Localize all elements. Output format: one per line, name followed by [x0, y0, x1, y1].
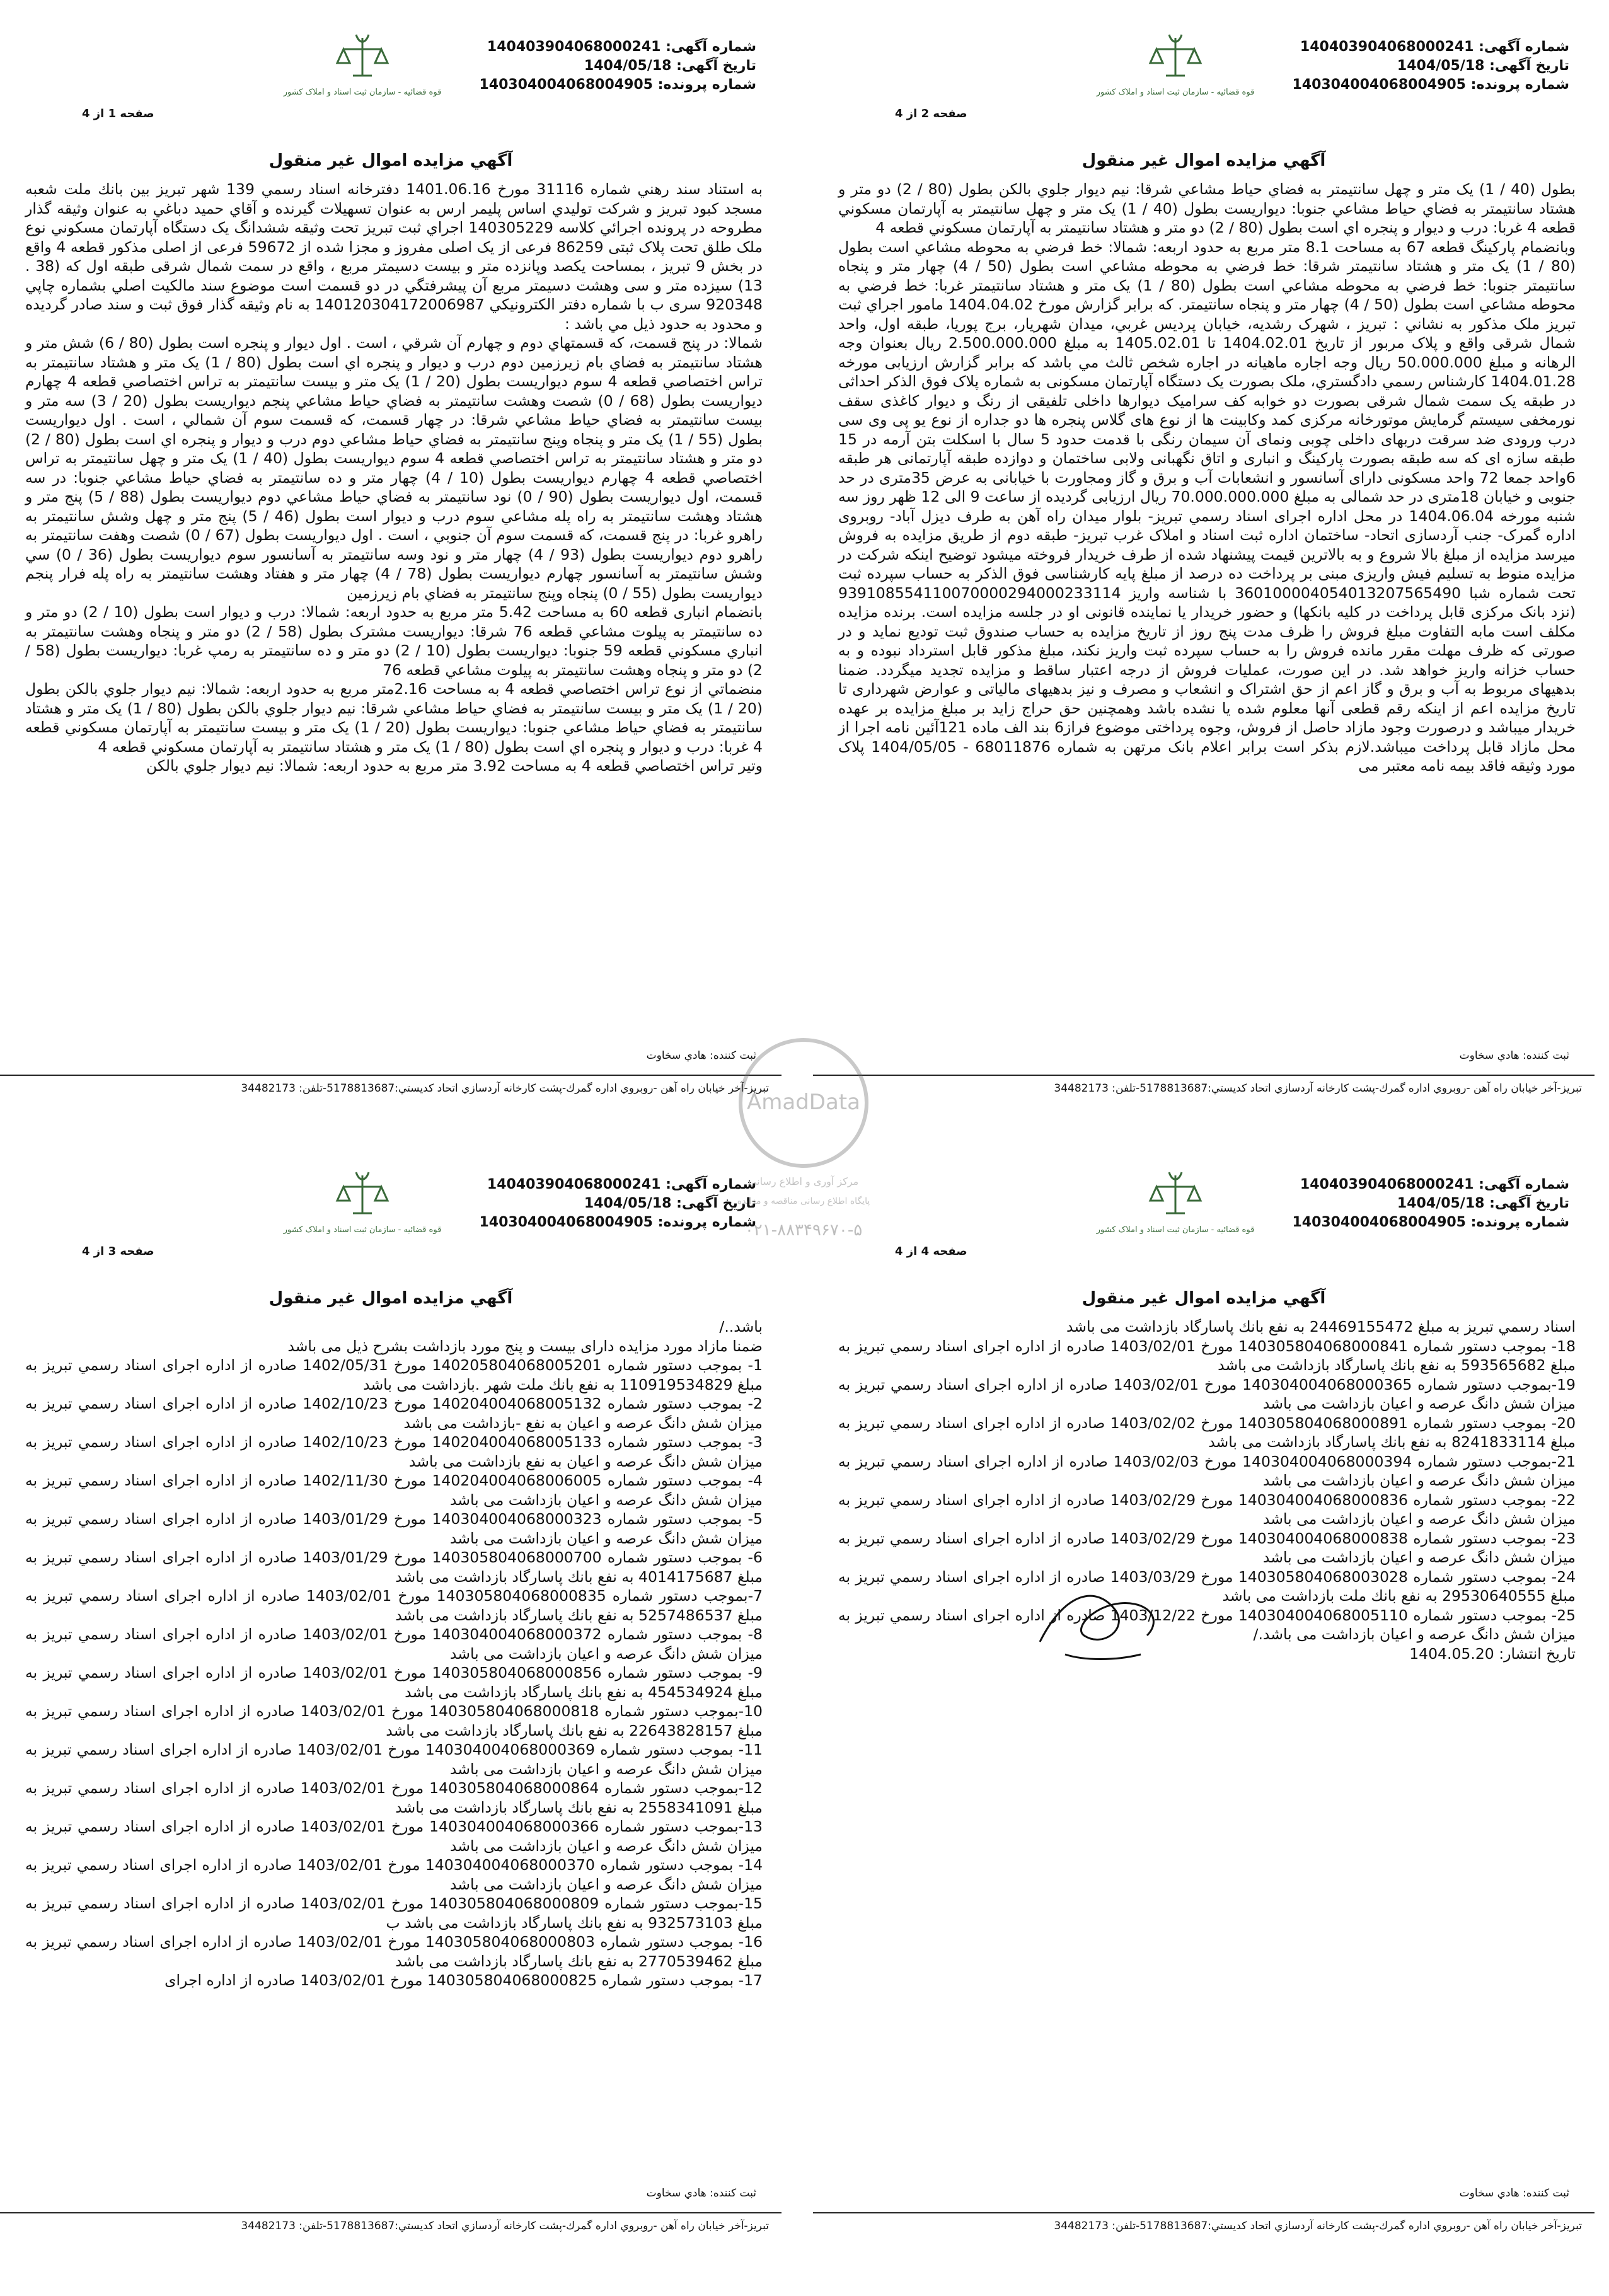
page-number: صفحه 4 از 4 [895, 1245, 967, 1258]
registrar-label: ثبت كننده: [710, 2187, 756, 2200]
judiciary-emblem-icon [1096, 32, 1255, 126]
notice-meta [1292, 1175, 1569, 1232]
watermark-stamp [731, 1008, 876, 1273]
registrar-name: هادي سخاوت [646, 2187, 706, 2200]
notice-title: آگهي مزايده اموال غير منقول [1081, 151, 1326, 170]
org-name: قوه قضائیه - سازمان ثبت اسناد و املاک کشور [283, 1225, 442, 1235]
footer-text: تبريز-آخر خيابان راه آهن -روبروي اداره گمرك-پشت كارخانه آردسازي اتحاد كديستي:5178813687-تلفن: 34482173 [1054, 2220, 1582, 2232]
office-address-footer [0, 2212, 781, 2232]
notice-number: شماره آگهی: 140403904068000241 [1300, 1177, 1569, 1192]
notice-title: آگهي مزايده اموال غير منقول [1081, 1289, 1326, 1308]
notice-page-p4 [813, 1138, 1595, 2247]
notice-date: تاریخ آگهی: 1404/05/18 [1397, 1196, 1569, 1211]
notice-number: شماره آگهی: 140403904068000241 [487, 1177, 756, 1192]
notice-number: شماره آگهی: 140403904068000241 [487, 39, 756, 55]
org-name: قوه قضائیه - سازمان ثبت اسناد و املاک کشور [1096, 1225, 1255, 1235]
notice-number: شماره آگهی: 140403904068000241 [1300, 39, 1569, 55]
org-name: قوه قضائیه - سازمان ثبت اسناد و املاک کشور [1096, 88, 1255, 97]
notice-date: تاریخ آگهی: 1404/05/18 [584, 58, 756, 74]
case-number: شماره پرونده: 140304004068004905 [1292, 1214, 1569, 1230]
notice-date: تاریخ آگهی: 1404/05/18 [584, 1196, 756, 1211]
case-number: شماره پرونده: 140304004068004905 [479, 77, 756, 93]
notice-meta [1292, 38, 1569, 95]
registrar [1460, 1049, 1569, 1062]
page-number: صفحه 2 از 4 [895, 107, 967, 120]
office-address-footer [0, 1075, 781, 1095]
footer-text: تبريز-آخر خيابان راه آهن -روبروي اداره گمرك-پشت كارخانه آردسازي اتحاد كديستي:5178813687-تلفن: 34482173 [1054, 1082, 1582, 1095]
watermark-line1: مرکز آوری و اطلاع رسانی [748, 1175, 859, 1187]
judiciary-emblem-icon [283, 32, 442, 126]
footer-text: تبريز-آخر خيابان راه آهن -روبروي اداره گمرك-پشت كارخانه آردسازي اتحاد كديستي:5178813687-تلفن: 34482173 [241, 2220, 769, 2232]
registrar-label: ثبت كننده: [710, 1049, 756, 1062]
judiciary-emblem-icon [283, 1169, 442, 1264]
notice-body: بطول (40 / 1) يک متر و چهل سانتيمتر به فضاي حياط مشاعي شرقا: نيم ديوار جلوي بالكن بطول (80 / 2) دو متر و هشتاد سانتيمتر به فضاي حياط مشاعي جنوبا: ديواريست بطول (40 / 1) يک متر و چهل سانتيمتر به آپارتمان مسكوني قطعه 4 غربا: درب و ديوار و پنجره اي است بطول (80 / 2) دو متر و هشتاد سانتيمتر به آپارتمان مسكوني قطعه 4 وبانضمام پاركينگ قطعه 67 به مساحت 8.1 متر مربع به حدود اربعه: شمالا: خط فرضي به محوطه مشاعي است بطول (80 / 1) يک متر و هشتاد سانتيمتر شرقا: خط فرضي به محوطه مشاعي است بطول (50 / 4) چهار متر و پنجاه سانتيمتر جنوبا: خط فرضي به محوطه مشاعي است بطول (80 / 1) يک متر و هشتاد سانتيمتر غربا: خط فرضي به محوطه مشاعي است بطول (50 / 4) چهار متر و پنجاه سانتيمتر. كه برابر گزارش مورخ 1404.04.02 مامور اجراي ثبت تبريز ملک مذکور به نشاني : تبريز ، شهرک رشديه، خيابان پرديس غربي، ميدان شهريار، برج پوريا، طبقه اول، واحد شمال شرقی واقع و پلاک مربور از تاريخ 1404.02.01 تا 1405.02.01 به مبلغ 2.500.000.000 ريال بعنوان وجه الرهانه و مبلغ 50.000.000 ريال وجه اجاره ماهيانه در اجاره شخص ثالث مي باشد که برابر گزارش ارزيابی مورخه 1404.01.28 کارشناس رسمي دادگستري، ملک بصورت يک دستگاه آپارتمان مسکونی به شماره پلاک فوق الذکر احداثی در طبقه يک سمت شمال شرقی بصورت دو خوابه کف سراميک ديوارها داخلی تلفيقی از رنگ و ديوار کاغذی سقف نورمخفی سيستم گرمايش موتورخانه مرکزی کمد وکابينت ها از نوع های گلاس پنجره ها دو جداره از نوع يو پی وی سی درب ورودی ضد سرقت دربهای داخلی چوبی ونمای آن سيمان رنگی با قدمت حدود 5 سال با اسکلت بتن آرمه در 15 طبقه سازه ای که سه طبقه بصورت پارکينگ و انباری و اتاق نگهبانی ولابی ساختمان و دوازده طبقه آپارتمانی هر طبقه 6واحد جمعا 72 واحد مسکونی دارای آسانسور و انشعابات آب و برق و گاز ومجاورت با خيابانی به عرض 35متری در حد جنوبی و خيابان 18متری در حد شمالی به مبلغ 70.000.000.000 ريال ارزيابی گرديده از ساعت 9 الی 12 ظهر روز سه شنبه مورخه 1404.06.04 در محل اداره اجرای اسناد رسمي تبريز- بلوار ميدان راه آهن به طرف ديزل آباد- روبروی اداره گمرک- جنب آردسازی اتحاد- ساختمان اداره ثبت اسناد و املاک غرب تبريز- طبقه دوم از طريق مزايده به فروش ميرسد مزايده از مبلغ بالا شروع و به بالاترين قيمت پيشنهاد شده از طرف خريدار فروخته ميشود توضيح اينکه شرکت در مزايده منوط به تسليم فيش واريزی مبنی بر پرداخت ده درصد از مبلغ پايه كارشناسی فوق الذكر به حساب سپرده ثبت تحت شماره شبا 360100004054013207565490 با شناسه واريز 939108554110070000294000233114 (نزد بانک مرکزی قابل پرداخت در کليه بانکها) و حضور خريدار يا نماينده قانونی او در جلسه مزايده است. برنده مزايده مکلف است مابه التفاوت مبلغ فروش را ظرف مدت پنج روز از تاريخ مزايده به حساب صندوق ثبت توديع نمايد و در صورتی که ظرف مهلت مقرر مانده فروش را به حساب سپرده ثبت واريز نکند، مبلغ مذکور قابل استرداد نبوده و به حساب خزانه واريز خواهد شد. در اين صورت، عمليات فروش از درجه اعتبار ساقط و مزايده تجديد ميگردد. ضمنا بدهيهای مربوط به آب و برق و گاز اعم از حق اشتراک و انشعاب و مصرف و نيز بدهيهای مالياتی و عوارض شهرداری تا تاريخ مزايده اعم از اينکه رقم قطعی آنها معلوم شده يا نشده باشد وهمچنين حق حراج زايد بر مبلغ مزايده بر عهده خريدار ميباشد و درصورت وجود مازاد حاصل از فروش، وجوه پرداختی موضوع فراز6 بند الف ماده 121آئين نامه اجرا از محل مازاد قابل پرداخت ميباشد.لازم بذكر است برابر اعلام بانک مرتهن به شماره 68011876 - 1404/05/05 پلاک مورد وثيقه فاقد بيمه نامه معتبر می [838, 180, 1576, 775]
judiciary-emblem-icon [1096, 1169, 1255, 1264]
registrar-name: هادي سخاوت [646, 1049, 706, 1062]
org-name: قوه قضائیه - سازمان ثبت اسناد و املاک کشور [283, 88, 442, 97]
registrar-name: هادي سخاوت [1459, 2187, 1520, 2200]
case-number: شماره پرونده: 140304004068004905 [479, 1214, 756, 1230]
notice-meta [479, 1175, 756, 1232]
watermark-phone: ۰۲۱-۸۸۳۴۹۶۷۰-۵ [744, 1221, 863, 1240]
notice-page-p3 [0, 1138, 781, 2247]
notice-title: آگهي مزايده اموال غير منقول [268, 1289, 513, 1308]
office-address-footer [813, 2212, 1595, 2232]
case-number: شماره پرونده: 140304004068004905 [1292, 77, 1569, 93]
notice-page-p1 [0, 0, 781, 1109]
registrar [647, 2187, 756, 2200]
office-address-footer [813, 1075, 1595, 1095]
footer-text: تبريز-آخر خيابان راه آهن -روبروي اداره گمرك-پشت كارخانه آردسازي اتحاد كديستي:5178813687-تلفن: 34482173 [241, 1082, 769, 1095]
watermark-line2: پایگاه اطلاع رسانی مناقصه و مزایده [737, 1196, 870, 1206]
registrar-label: ثبت كننده: [1523, 2187, 1569, 2200]
registrar-name: هادي سخاوت [1459, 1049, 1520, 1062]
notice-body: به استناد سند رهني شماره 31116 مورخ 1401.06.16 دفترخانه اسناد رسمي 139 شهر تبريز بين بانك ملت شعبه مسجد كبود تبريز و شركت توليدي اساس پليمر ارس به عنوان تسهيلات گيرنده و آقاي حميد دباغي به عنوان وثيقه گذار مطروحه در پرونده اجرائي كلاسه 140305229 اجراي ثبت تبريز تحت وثيقه ششدانگ يک دستگاه آپارتمان مسكوني نوع ملک طلق تحت پلاک ثبتی 86259 فرعی از يک اصلی مفروز و مجزا شده از 59672 فرعی از اصلی مذکور قطعه 4 واقع در بخش 9 تبريز ، بمساحت يکصد وپانزده متر و بيست دسيمتر مربع ، واقع در سمت شمال شرقی طبقه اول که (38 . 13) سيزده متر و سی وهشت دسيمتر مربع آن پيشرفتگي در دو قسمت است موضوع سند مالکيت اصلي بشماره چاپي 920348 سری ب با شماره دفتر الكترونيكي 140120304172006987 به نام وثيقه گذار فوق ثبت و سند صادر گرديده و محدود به حدود ذيل مي باشد : شمالا: در پنج قسمت، كه قسمتهاي دوم و چهارم آن شرقي ، است . اول ديوار و پنجره است بطول (80 / 6) شش متر و هشتاد سانتيمتر به فضاي بام زيرزمين دوم درب و ديوار و پنجره اي است بطول (80 / 1) يک متر و هشتاد سانتيمتر به تراس اختصاصي قطعه 4 سوم ديواريست بطول (20 / 1) يک متر و بيست سانتيمتر به تراس اختصاصي قطعه 4 چهارم ديواريست بطول (68 / 0) شصت وهشت سانتيمتر به فضاي حياط مشاعي پنجم ديواريست بطول (20 / 3) سه متر و بيست سانتيمتر به فضاي حياط مشاعي شرقا: در چهار قسمت، كه قسمت سوم آن شمالي ، است . اول ديواريست بطول (55 / 1) يک متر و پنجاه وپنج سانتيمتر به فضاي حياط مشاعي دوم درب و ديوار و پنجره اي است بطول (80 / 2) دو متر و هشتاد سانتيمتر به تراس اختصاصي قطعه 4 سوم ديواريست بطول (40 / 1) يک متر و چهل سانتيمتر به تراس اختصاصي قطعه 4 چهارم ديواريست بطول (10 / 4) چهار متر و ده سانتيمتر به فضاي حياط مشاعي جنوبا: در سه قسمت، اول ديواريست بطول (90 / 0) نود سانتيمتر به فضاي حياط مشاعي دوم ديواريست بطول (88 / 5) پنج متر و هشتاد وهشت سانتيمتر به راه پله مشاعي سوم درب و ديوار است بطول (46 / 5) پنج متر و چهل وشش سانتيمتر به راهرو غربا: در پنج قسمت، كه قسمت سوم آن جنوبي ، است . اول ديواريست بطول (67 / 0) شصت وهفت سانتيمتر به راهرو دوم ديواريست بطول (93 / 4) چهار متر و نود وسه سانتيمتر به آسانسور سوم ديواريست بطول (36 / 0) سي وشش سانتيمتر به آسانسور چهارم ديواريست بطول (78 / 4) چهار متر و هفتاد وهشت سانتيمتر به راه پله فرار پنجم ديواريست بطول (55 / 0) پنجاه وپنج سانتيمتر به فضاي بام زيرزمين بانضمام انباری قطعه 60 به مساحت 5.42 متر مربع به حدود اربعه: شمالا: درب و ديوار است بطول (10 / 2) دو متر و ده سانتيمتر به پيلوت مشاعي قطعه 76 شرقا: ديواريست مشترک بطول (58 / 2) دو متر و پنجاه وهشت سانتيمتر به انباري مسكوني قطعه 59 جنوبا: ديواريست بطول (10 / 2) دو متر و ده سانتيمتر به رمپ غربا: ديواريست بطول (58 / 2) دو متر و پنجاه وهشت سانتيمتر به پيلوت مشاعي قطعه 76 منضماتي از نوع تراس اختصاصي قطعه 4 به مساحت 2.16متر مربع به حدود اربعه: شمالا: نيم ديوار جلوي بالكن بطول (20 / 1) يک متر و بيست سانتيمتر به فضاي حياط مشاعي شرقا: نيم ديوار جلوي بالكن بطول (80 / 1) يک متر و هشتاد سانتيمتر به فضاي حياط مشاعي جنوبا: ديواريست بطول (20 / 1) يک متر و بيست سانتيمتر به آپارتمان مسكوني قطعه 4 غربا: درب و ديوار و پنجره اي است بطول (80 / 1) يک متر و هشتاد سانتيمتر به آپارتمان مسكوني قطعه 4 وتير تراس اختصاصي قطعه 4 به مساحت 3.92 متر مربع به حدود اربعه: شمالا: نيم ديوار جلوي بالكن [25, 180, 763, 775]
notice-title: آگهي مزايده اموال غير منقول [268, 151, 513, 170]
notice-body: باشد../ ضمنا مازاد مورد مزايده دارای بيست و پنج مورد بازداشت بشرح ذيل می باشد 1- بموجب دستور شماره 140205804068005201 مورخ 1402/05/31 صادره از اداره اجرای اسناد رسمي تبريز به مبلغ 110919534829 به نفع بانك ملت شهر .بازداشت می باشد 2- بموجب دستور شماره 140204004068005132 مورخ 1402/10/23 صادره از اداره اجرای اسناد رسمي تبريز به ميزان شش دانگ عرصه و اعيان به نفع -بازداشت می باشد 3- بموجب دستور شماره 140204004068005133 مورخ 1402/10/23 صادره از اداره اجرای اسناد رسمي تبريز به ميزان شش دانگ عرصه و اعيان به نفع بازداشت می باشد 4- بموجب دستور شماره 140204004068006005 مورخ 1402/11/30 صادره از اداره اجرای اسناد رسمي تبريز به ميزان شش دانگ عرصه و اعيان بازداشت می باشد 5- بموجب دستور شماره 140304004068000323 مورخ 1403/01/29 صادره از اداره اجرای اسناد رسمي تبريز به ميزان شش دانگ عرصه و اعيان بازداشت می باشد 6- بموجب دستور شماره 140305804068000700 مورخ 1403/01/29 صادره از اداره اجرای اسناد رسمي تبريز به مبلغ 4014175687 به نفع بانك پاسارگاد بازداشت می باشد 7-بموجب دستور شماره 140305804068000835 مورخ 1403/02/01 صادره از اداره اجرای اسناد رسمي تبريز به مبلغ 5257486537 به نفع بانك پاسارگاد بازداشت می باشد 8- بموجب دستور شماره 140304004068000372 مورخ 1403/02/01 صادره از اداره اجرای اسناد رسمي تبريز به ميزان شش دانگ عرصه و اعيان بازداشت می باشد 9- بموجب دستور شماره 140305804068000856 مورخ 1403/02/01 صادره از اداره اجرای اسناد رسمي تبريز به مبلغ 454534924 به نفع بانك پاسارگاد بازداشت می باشد 10-بموجب دستور شماره 140305804068000818 مورخ 1403/02/01 صادره از اداره اجرای اسناد رسمي تبريز به مبلغ 22643828157 به نفع بانك پاسارگاد بازداشت می باشد 11- بموجب دستور شماره 140304004068000369 مورخ 1403/02/01 صادره از اداره اجرای اسناد رسمي تبريز به ميزان شش دانگ عرصه و اعيان بازداشت می باشد 12-بموجب دستور شماره 140305804068000864 مورخ 1403/02/01 صادره از اداره اجرای اسناد رسمي تبريز به مبلغ 2558341091 به نفع بانك پاسارگاد بازداشت می باشد 13-بموجب دستور شماره 140304004068000366 مورخ 1403/02/01 صادره از اداره اجرای اسناد رسمي تبريز به ميزان شش دانگ عرصه و اعيان بازداشت می باشد 14- بموجب دستور شماره 140304004068000370 مورخ 1403/02/01 صادره از اداره اجرای اسناد رسمي تبريز به ميزان شش دانگ عرصه و اعيان بازداشت می باشد 15-بموجب دستور شماره 140305804068000809 مورخ 1403/02/01 صادره از اداره اجرای اسناد رسمي تبريز به مبلغ 932573103 به نفع بانك پاسارگاد بازداشت می باشد ب 16- بموجب دستور شماره 140305804068000803 مورخ 1403/02/01 صادره از اداره اجرای اسناد رسمي تبريز به مبلغ 2770539462 به نفع بانك پاسارگاد بازداشت می باشد 17- بموجب دستور شماره 140305804068000825 مورخ 1403/02/01 صادره از اداره اجرای [25, 1318, 763, 1989]
handwritten-signature [1027, 1566, 1179, 1673]
notice-meta [479, 38, 756, 95]
page-number: صفحه 3 از 4 [82, 1245, 154, 1258]
notice-page-p2 [813, 0, 1595, 1109]
notice-date: تاریخ آگهی: 1404/05/18 [1397, 58, 1569, 74]
page-number: صفحه 1 از 4 [82, 107, 154, 120]
notice-body: اسناد رسمي تبريز به مبلغ 24469155472 به نفع بانك پاسارگاد بازداشت می باشد 18- بموجب دستور شماره 140305804068000841 مورخ 1403/02/01 صادره از اداره اجرای اسناد رسمي تبريز به مبلغ 593565682 به نفع بانك پاسارگاد بازداشت می باشد 19-بموجب دستور شماره 140304004068000365 مورخ 1403/02/01 صادره از اداره اجرای اسناد رسمي تبريز به ميزان شش دانگ عرصه و اعيان بازداشت می باشد 20- بموجب دستور شماره 140305804068000891 مورخ 1403/02/02 صادره از اداره اجرای اسناد رسمي تبريز به مبلغ 8241833114 به نفع بانك پاسارگاد بازداشت می باشد 21-بموجب دستور شماره 140304004068000394 مورخ 1403/02/03 صادره از اداره اجرای اسناد رسمي تبريز به ميزان شش دانگ عرصه و اعيان بازداشت می باشد 22- بموجب دستور شماره 140304004068000836 مورخ 1403/02/29 صادره از اداره اجرای اسناد رسمي تبريز به ميزان شش دانگ عرصه و اعيان بازداشت می باشد 23- بموجب دستور شماره 140304004068000838 مورخ 1403/02/29 صادره از اداره اجرای اسناد رسمي تبريز به ميزان شش دانگ عرصه و اعيان بازداشت می باشد 24- بموجب دستور شماره 140305804068003028 مورخ 1403/03/29 صادره از اداره اجرای اسناد رسمي تبريز به مبلغ 29530640555 به نفع بانك ملت بازداشت می باشد 25- بموجب دستور شماره 140304004068005110 مورخ 1403/12/22 صادره از اداره اجرای اسناد رسمي تبريز به ميزان شش دانگ عرصه و اعيان بازداشت می باشد./ تاريخ انتشار: 1404.05.20 [838, 1318, 1576, 1663]
registrar-label: ثبت كننده: [1523, 1049, 1569, 1062]
registrar [1460, 2187, 1569, 2200]
watermark-brand: AmadData [747, 1090, 860, 1115]
